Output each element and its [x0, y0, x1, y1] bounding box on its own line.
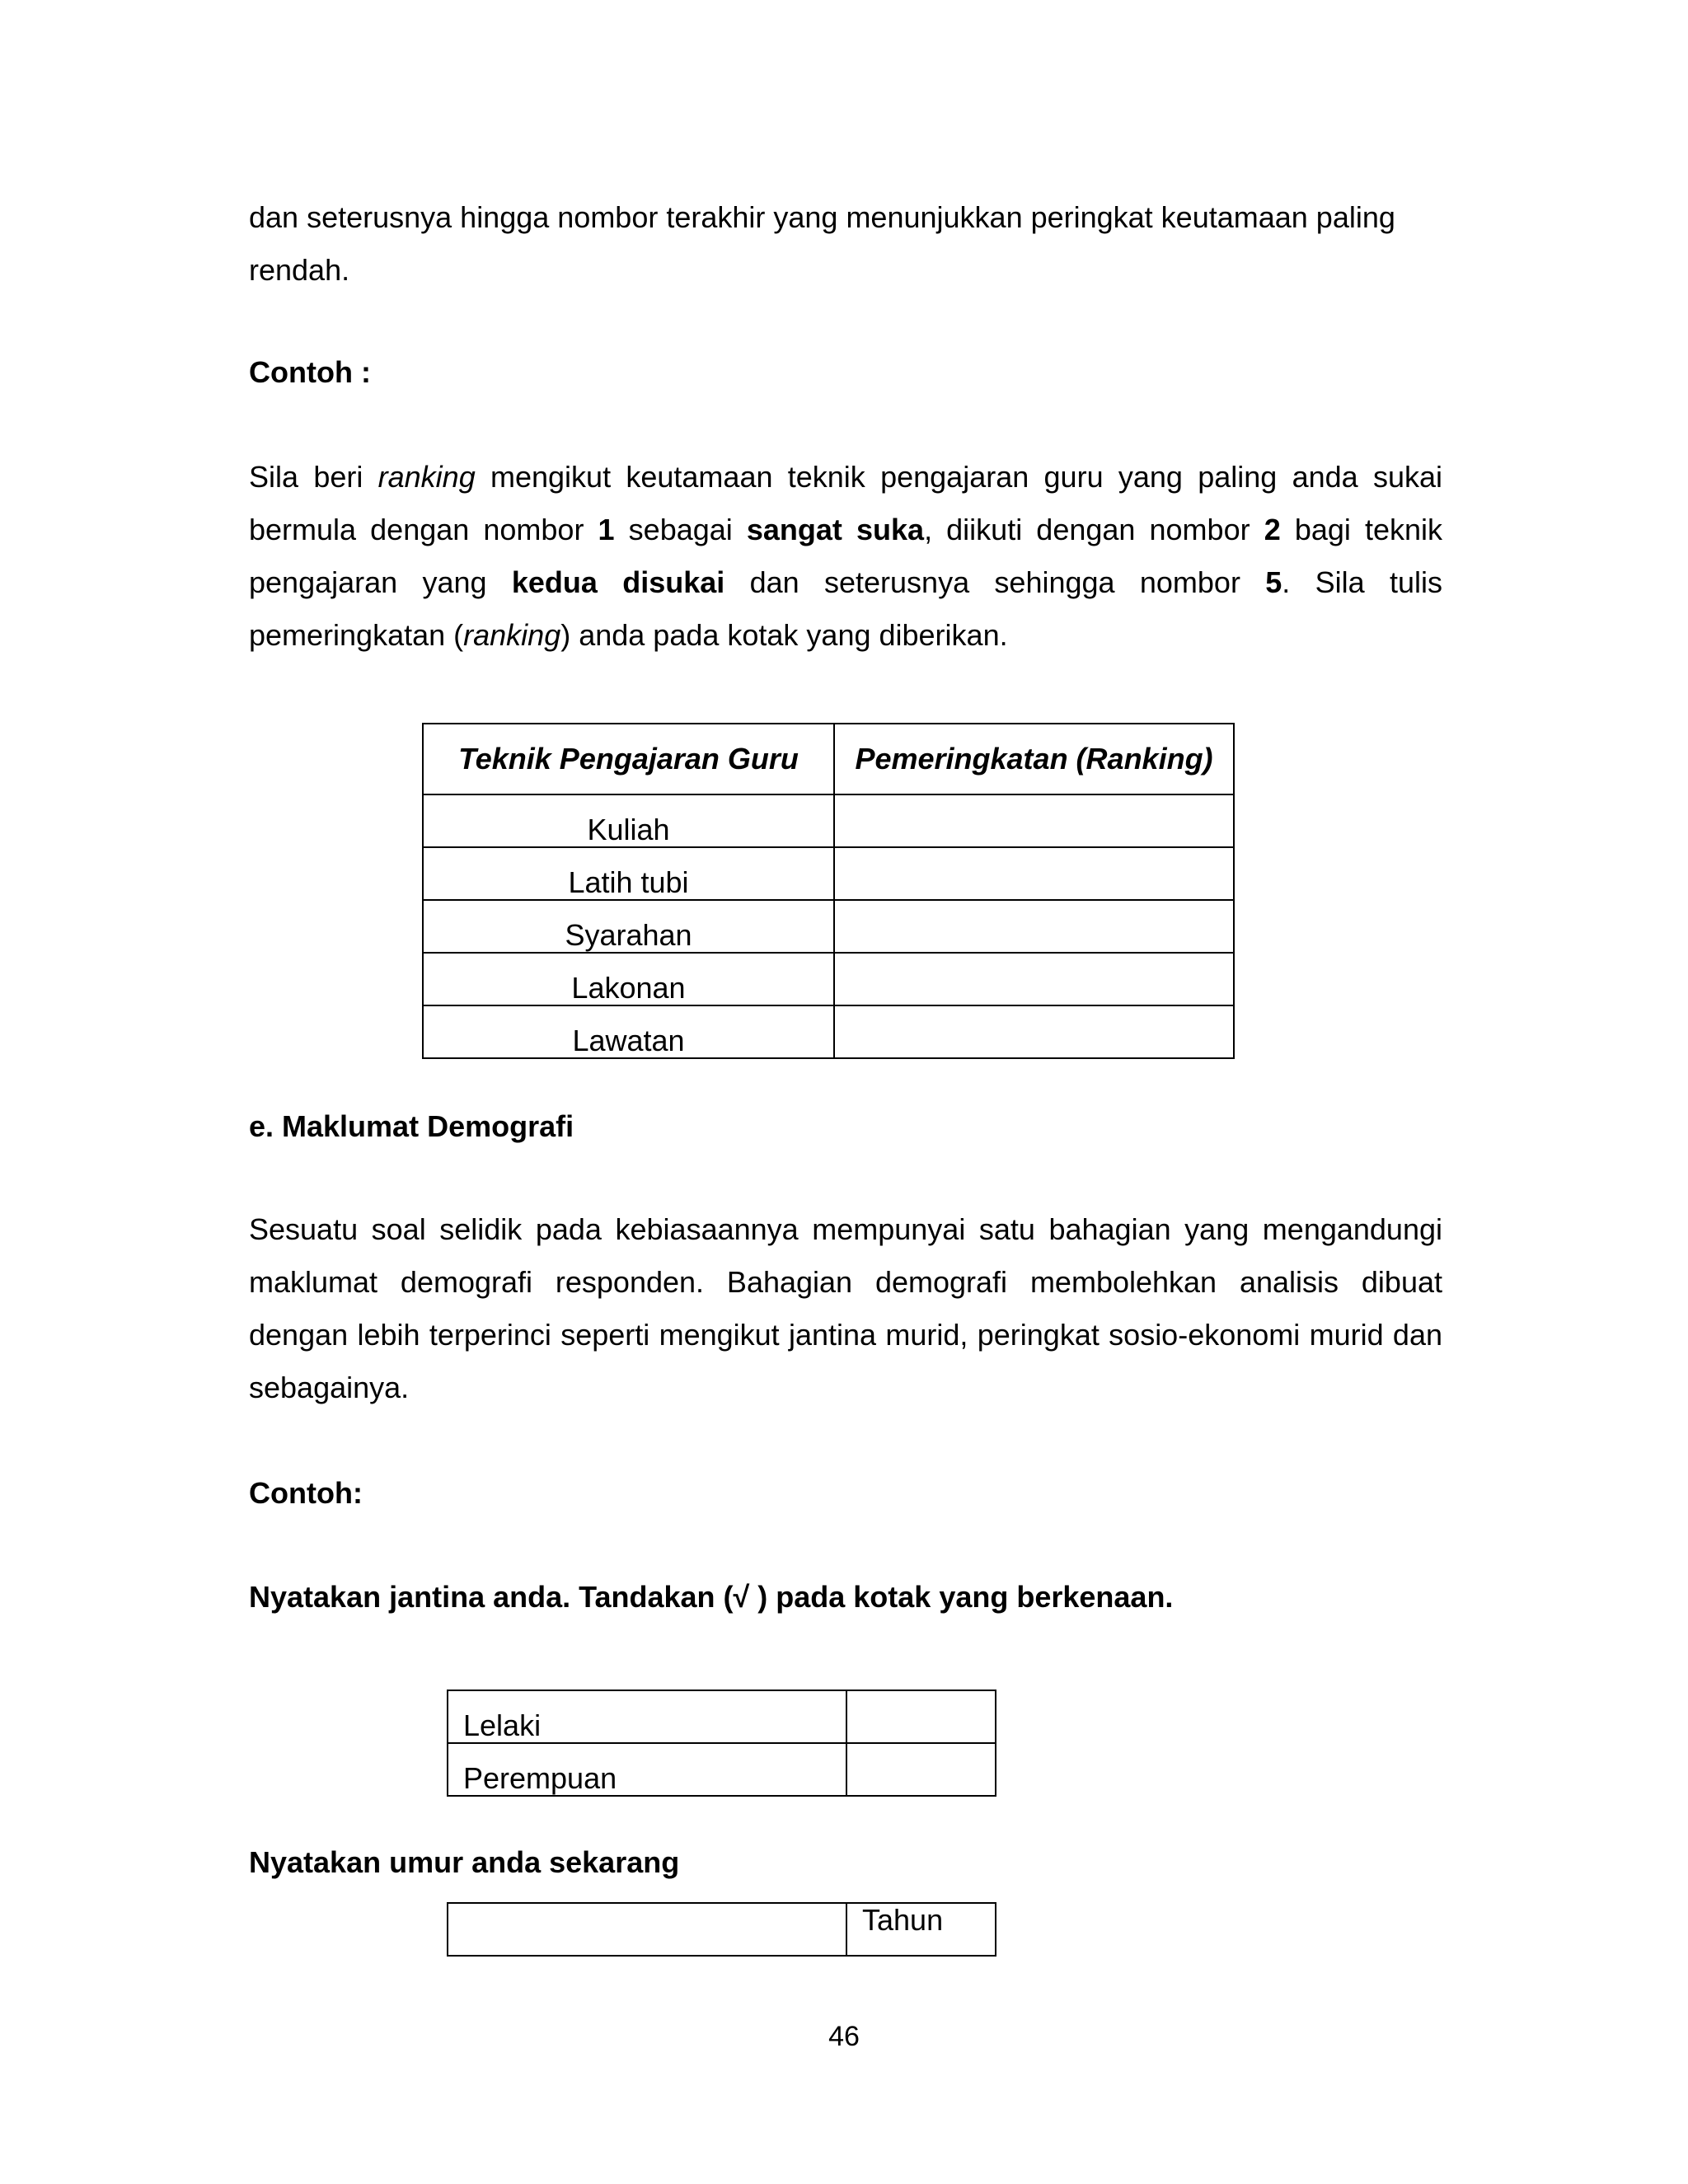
text-run: mengikut keutamaan teknik pengajaran guru yang paling anda sukai bermula dengan nombor [249, 460, 1443, 546]
italic-term: ranking [463, 618, 561, 652]
text-run: sebagai [614, 513, 747, 546]
intro-line-2: rendah. [249, 253, 350, 287]
table-header-row [423, 724, 1234, 794]
ranking-input-cell[interactable] [834, 1005, 1234, 1058]
gender-option-label: Lelaki [448, 1690, 846, 1743]
table-row [448, 1690, 996, 1743]
ranking-table [422, 723, 1235, 1059]
table-row [448, 1743, 996, 1796]
bold-number: 2 [1264, 513, 1281, 546]
technique-cell: Kuliah [423, 794, 834, 847]
table-row [423, 900, 1234, 953]
age-table [447, 1902, 996, 1957]
table-row [423, 794, 1234, 847]
age-question: Nyatakan umur anda sekarang [249, 1845, 680, 1879]
table-row [448, 1903, 996, 1956]
technique-cell: Lakonan [423, 953, 834, 1005]
technique-cell: Lawatan [423, 1005, 834, 1058]
intro-paragraph [249, 191, 1442, 297]
ranking-input-cell[interactable] [834, 847, 1234, 900]
table-row [423, 847, 1234, 900]
text-run: , diikuti dengan nombor [924, 513, 1264, 546]
gender-checkbox-lelaki[interactable] [846, 1690, 996, 1743]
bold-term: kedua disukai [511, 565, 725, 599]
text-run: . Sila tulis pemeringkatan ( [249, 565, 1442, 652]
ranking-input-cell[interactable] [834, 794, 1234, 847]
text-run: dan seterusnya sehingga nombor [724, 565, 1266, 599]
header-teknik: Teknik Pengajaran Guru [423, 724, 834, 794]
gender-question: Nyatakan jantina anda. Tandakan (√ ) pada kotak yang berkenaan. [249, 1580, 1174, 1614]
bold-term: sangat suka [746, 513, 925, 546]
ranking-input-cell[interactable] [834, 900, 1234, 953]
gender-table [447, 1690, 996, 1797]
text-run: ) anda pada kotak yang diberikan. [560, 618, 1008, 652]
demographic-paragraph: Sesuatu soal selidik pada kebiasaannya mempunyai satu bahagian yang mengandungi maklumat demografi responden. Bahagian demografi membolehkan analisis dibuat dengan lebih terperinci seperti mengikut jantina murid, peringkat sosio-ekonomi murid dan sebagainya. [249, 1212, 1442, 1404]
bold-number: 5 [1265, 565, 1282, 599]
intro-line-1: dan seterusnya hingga nombor terakhir yang menunjukkan peringkat keutamaan paling [249, 200, 1395, 234]
text-run: Sila beri [249, 460, 378, 494]
italic-term: ranking [377, 460, 476, 494]
table-row [423, 953, 1234, 1005]
gender-checkbox-perempuan[interactable] [846, 1743, 996, 1796]
example-heading-1: Contoh : [249, 355, 371, 389]
example-heading-2: Contoh: [249, 1476, 363, 1510]
technique-cell: Latih tubi [423, 847, 834, 900]
section-e-heading: e. Maklumat Demografi [249, 1109, 574, 1143]
header-pemeringkatan: Pemeringkatan (Ranking) [834, 724, 1234, 794]
gender-option-label: Perempuan [448, 1743, 846, 1796]
ranking-input-cell[interactable] [834, 953, 1234, 1005]
age-unit-label: Tahun [846, 1903, 996, 1956]
page-number: 46 [828, 2021, 860, 2052]
table-row [423, 1005, 1234, 1058]
age-input-cell[interactable] [448, 1903, 846, 1956]
bold-number: 1 [598, 513, 615, 546]
technique-cell: Syarahan [423, 900, 834, 953]
text-run: bagi teknik pengajaran yang [249, 513, 1443, 599]
ranking-instructions [249, 451, 1442, 662]
